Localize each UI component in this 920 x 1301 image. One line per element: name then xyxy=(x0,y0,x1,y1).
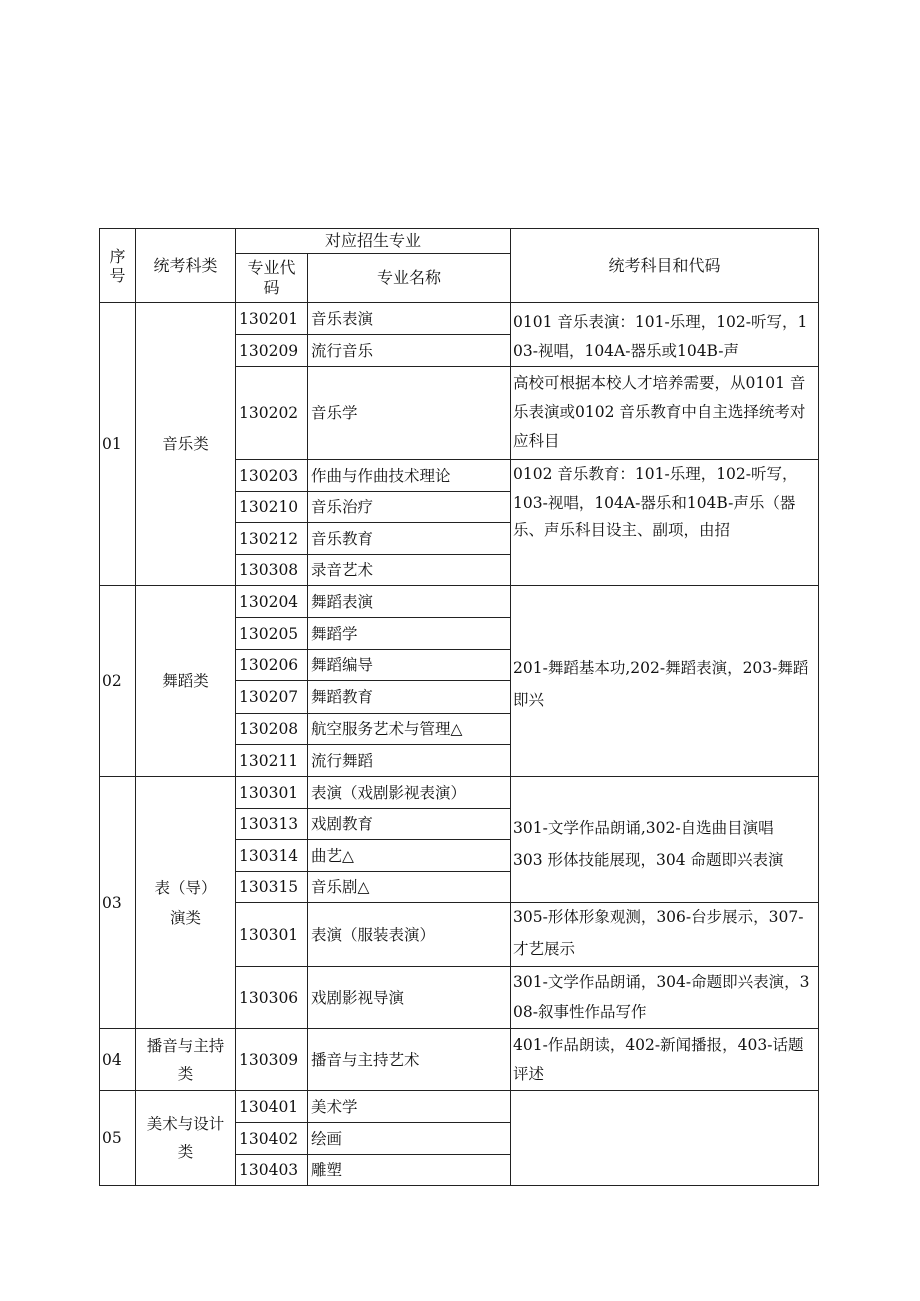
category-cell xyxy=(136,586,235,776)
subjects-text: 0101 音乐表演：101-乐理，102-听写，103-视唱，104A-器乐或104B-声 xyxy=(513,313,808,360)
major-name: 流行音乐 xyxy=(311,341,374,360)
subjects-cell xyxy=(511,901,818,965)
major-name: 美术学 xyxy=(311,1097,358,1116)
header-major-group-label: 对应招生专业 xyxy=(324,231,421,250)
seq-cell xyxy=(100,586,135,776)
seq-text: 02 xyxy=(102,672,122,690)
major-code: 130314 xyxy=(239,846,299,865)
major-code: 130209 xyxy=(239,341,299,360)
major-name: 音乐剧△ xyxy=(311,878,370,896)
category-text: 类 xyxy=(177,1064,194,1083)
header-major-group xyxy=(236,229,510,253)
subjects-cell xyxy=(511,461,818,584)
major-name: 戏剧影视导演 xyxy=(311,988,405,1007)
header-category xyxy=(136,229,235,302)
header-category-label: 统考科类 xyxy=(153,255,218,275)
major-code: 130203 xyxy=(239,466,299,485)
seq-cell xyxy=(100,1029,135,1090)
major-code: 130403 xyxy=(239,1161,299,1179)
major-code: 130204 xyxy=(239,592,299,611)
major-name: 音乐教育 xyxy=(311,529,374,548)
subjects-cell xyxy=(511,812,818,872)
header-major-code xyxy=(236,254,307,302)
subjects-text: 0102 音乐教育：101-乐理，102-听写， xyxy=(513,465,798,483)
major-code: 130201 xyxy=(239,309,299,328)
major-name: 舞蹈学 xyxy=(311,624,358,643)
category-text: 音乐类 xyxy=(162,435,209,453)
major-name: 表演（服装表演） xyxy=(311,925,436,944)
category-text: 美术与设计 xyxy=(146,1115,225,1133)
subjects-text: 303 形体技能展现，304 命题即兴表演 xyxy=(513,851,784,869)
major-name: 舞蹈编导 xyxy=(311,656,374,674)
subjects-text: 103-视唱，104A-器乐和104B-声乐（器乐、声乐科目设主、副项，由招 xyxy=(513,494,796,539)
subjects-cell xyxy=(511,308,818,364)
seq-text: 04 xyxy=(102,1050,122,1069)
seq-text: 01 xyxy=(102,435,122,453)
header-major-code-label: 专业代码 xyxy=(247,258,296,297)
subjects-text: 305-形体形象观测，306-台步展示，307-才艺展示 xyxy=(513,908,804,958)
major-code: 130301 xyxy=(239,783,299,802)
category-text: 类 xyxy=(177,1143,194,1161)
major-code: 130208 xyxy=(239,720,299,738)
major-code: 130309 xyxy=(239,1050,299,1069)
major-name: 雕塑 xyxy=(311,1161,343,1179)
subjects-cell xyxy=(511,1031,818,1089)
major-code: 130301 xyxy=(239,925,299,944)
subjects-cell xyxy=(511,967,818,1027)
major-name: 舞蹈教育 xyxy=(311,688,374,706)
header-subjects xyxy=(511,229,818,302)
category-text: 舞蹈类 xyxy=(162,672,209,690)
major-code: 130315 xyxy=(239,878,299,896)
major-code: 130212 xyxy=(239,529,299,548)
major-name: 音乐学 xyxy=(311,404,358,422)
major-name: 曲艺△ xyxy=(311,846,354,865)
major-name: 音乐治疗 xyxy=(311,498,374,516)
header-seq-label: 序号 xyxy=(109,246,126,285)
table-border-bottom xyxy=(99,1185,819,1186)
major-code: 130306 xyxy=(239,988,299,1007)
subjects-cell xyxy=(511,652,818,712)
major-name: 航空服务艺术与管理△ xyxy=(311,720,463,738)
header-subjects-label: 统考科目和代码 xyxy=(608,255,721,275)
category-text: 演类 xyxy=(169,908,201,927)
category-cell xyxy=(136,1029,235,1090)
major-code: 130402 xyxy=(239,1129,299,1148)
major-code: 130308 xyxy=(239,561,299,579)
category-text: 播音与主持 xyxy=(146,1036,225,1055)
subjects-text: 301-文学作品朗诵,302-自选曲目演唱 xyxy=(513,819,774,837)
category-cell xyxy=(136,777,235,1028)
category-cell xyxy=(136,1091,235,1185)
major-name: 舞蹈表演 xyxy=(311,592,374,611)
seq-cell xyxy=(100,303,135,585)
seq-cell xyxy=(100,777,135,1028)
major-code: 130202 xyxy=(239,404,299,422)
major-name: 绘画 xyxy=(311,1129,343,1148)
major-name: 表演（戏剧影视表演） xyxy=(311,783,467,802)
major-code: 130313 xyxy=(239,815,299,833)
major-code: 130205 xyxy=(239,624,299,643)
seq-cell xyxy=(100,1091,135,1185)
major-name: 播音与主持艺术 xyxy=(311,1050,420,1069)
major-code: 130401 xyxy=(239,1097,299,1116)
table-border-right xyxy=(818,228,819,1186)
major-name: 作曲与作曲技术理论 xyxy=(311,466,451,485)
subjects-text: 301-文学作品朗诵，304-命题即兴表演，308-叙事性作品写作 xyxy=(513,973,810,1021)
major-code: 130211 xyxy=(239,751,299,770)
header-major-name-label: 专业名称 xyxy=(376,268,441,287)
major-name: 戏剧教育 xyxy=(311,815,374,833)
subjects-text: 401-作品朗读，402-新闻播报，403-话题评述 xyxy=(513,1036,804,1083)
header-seq xyxy=(100,229,135,302)
major-name: 音乐表演 xyxy=(311,309,374,328)
subjects-text: 201-舞蹈基本功,202-舞蹈表演，203-舞蹈即兴 xyxy=(513,659,809,709)
subjects-cell xyxy=(511,369,818,457)
major-code: 130207 xyxy=(239,688,299,706)
major-code: 130206 xyxy=(239,656,299,674)
exam-subject-table xyxy=(99,228,819,1186)
subjects-text: 高校可根据本校人才培养需要，从0101 音乐表演或0102 音乐教育中自主选择统考对应科目 xyxy=(513,374,806,450)
major-name: 录音艺术 xyxy=(311,561,374,579)
major-name: 流行舞蹈 xyxy=(311,751,374,770)
major-code: 130210 xyxy=(239,498,299,516)
category-text: 表（导） xyxy=(154,878,217,897)
header-major-name xyxy=(308,254,510,302)
seq-text: 03 xyxy=(102,893,122,912)
category-cell xyxy=(136,303,235,585)
seq-text: 05 xyxy=(102,1129,122,1147)
